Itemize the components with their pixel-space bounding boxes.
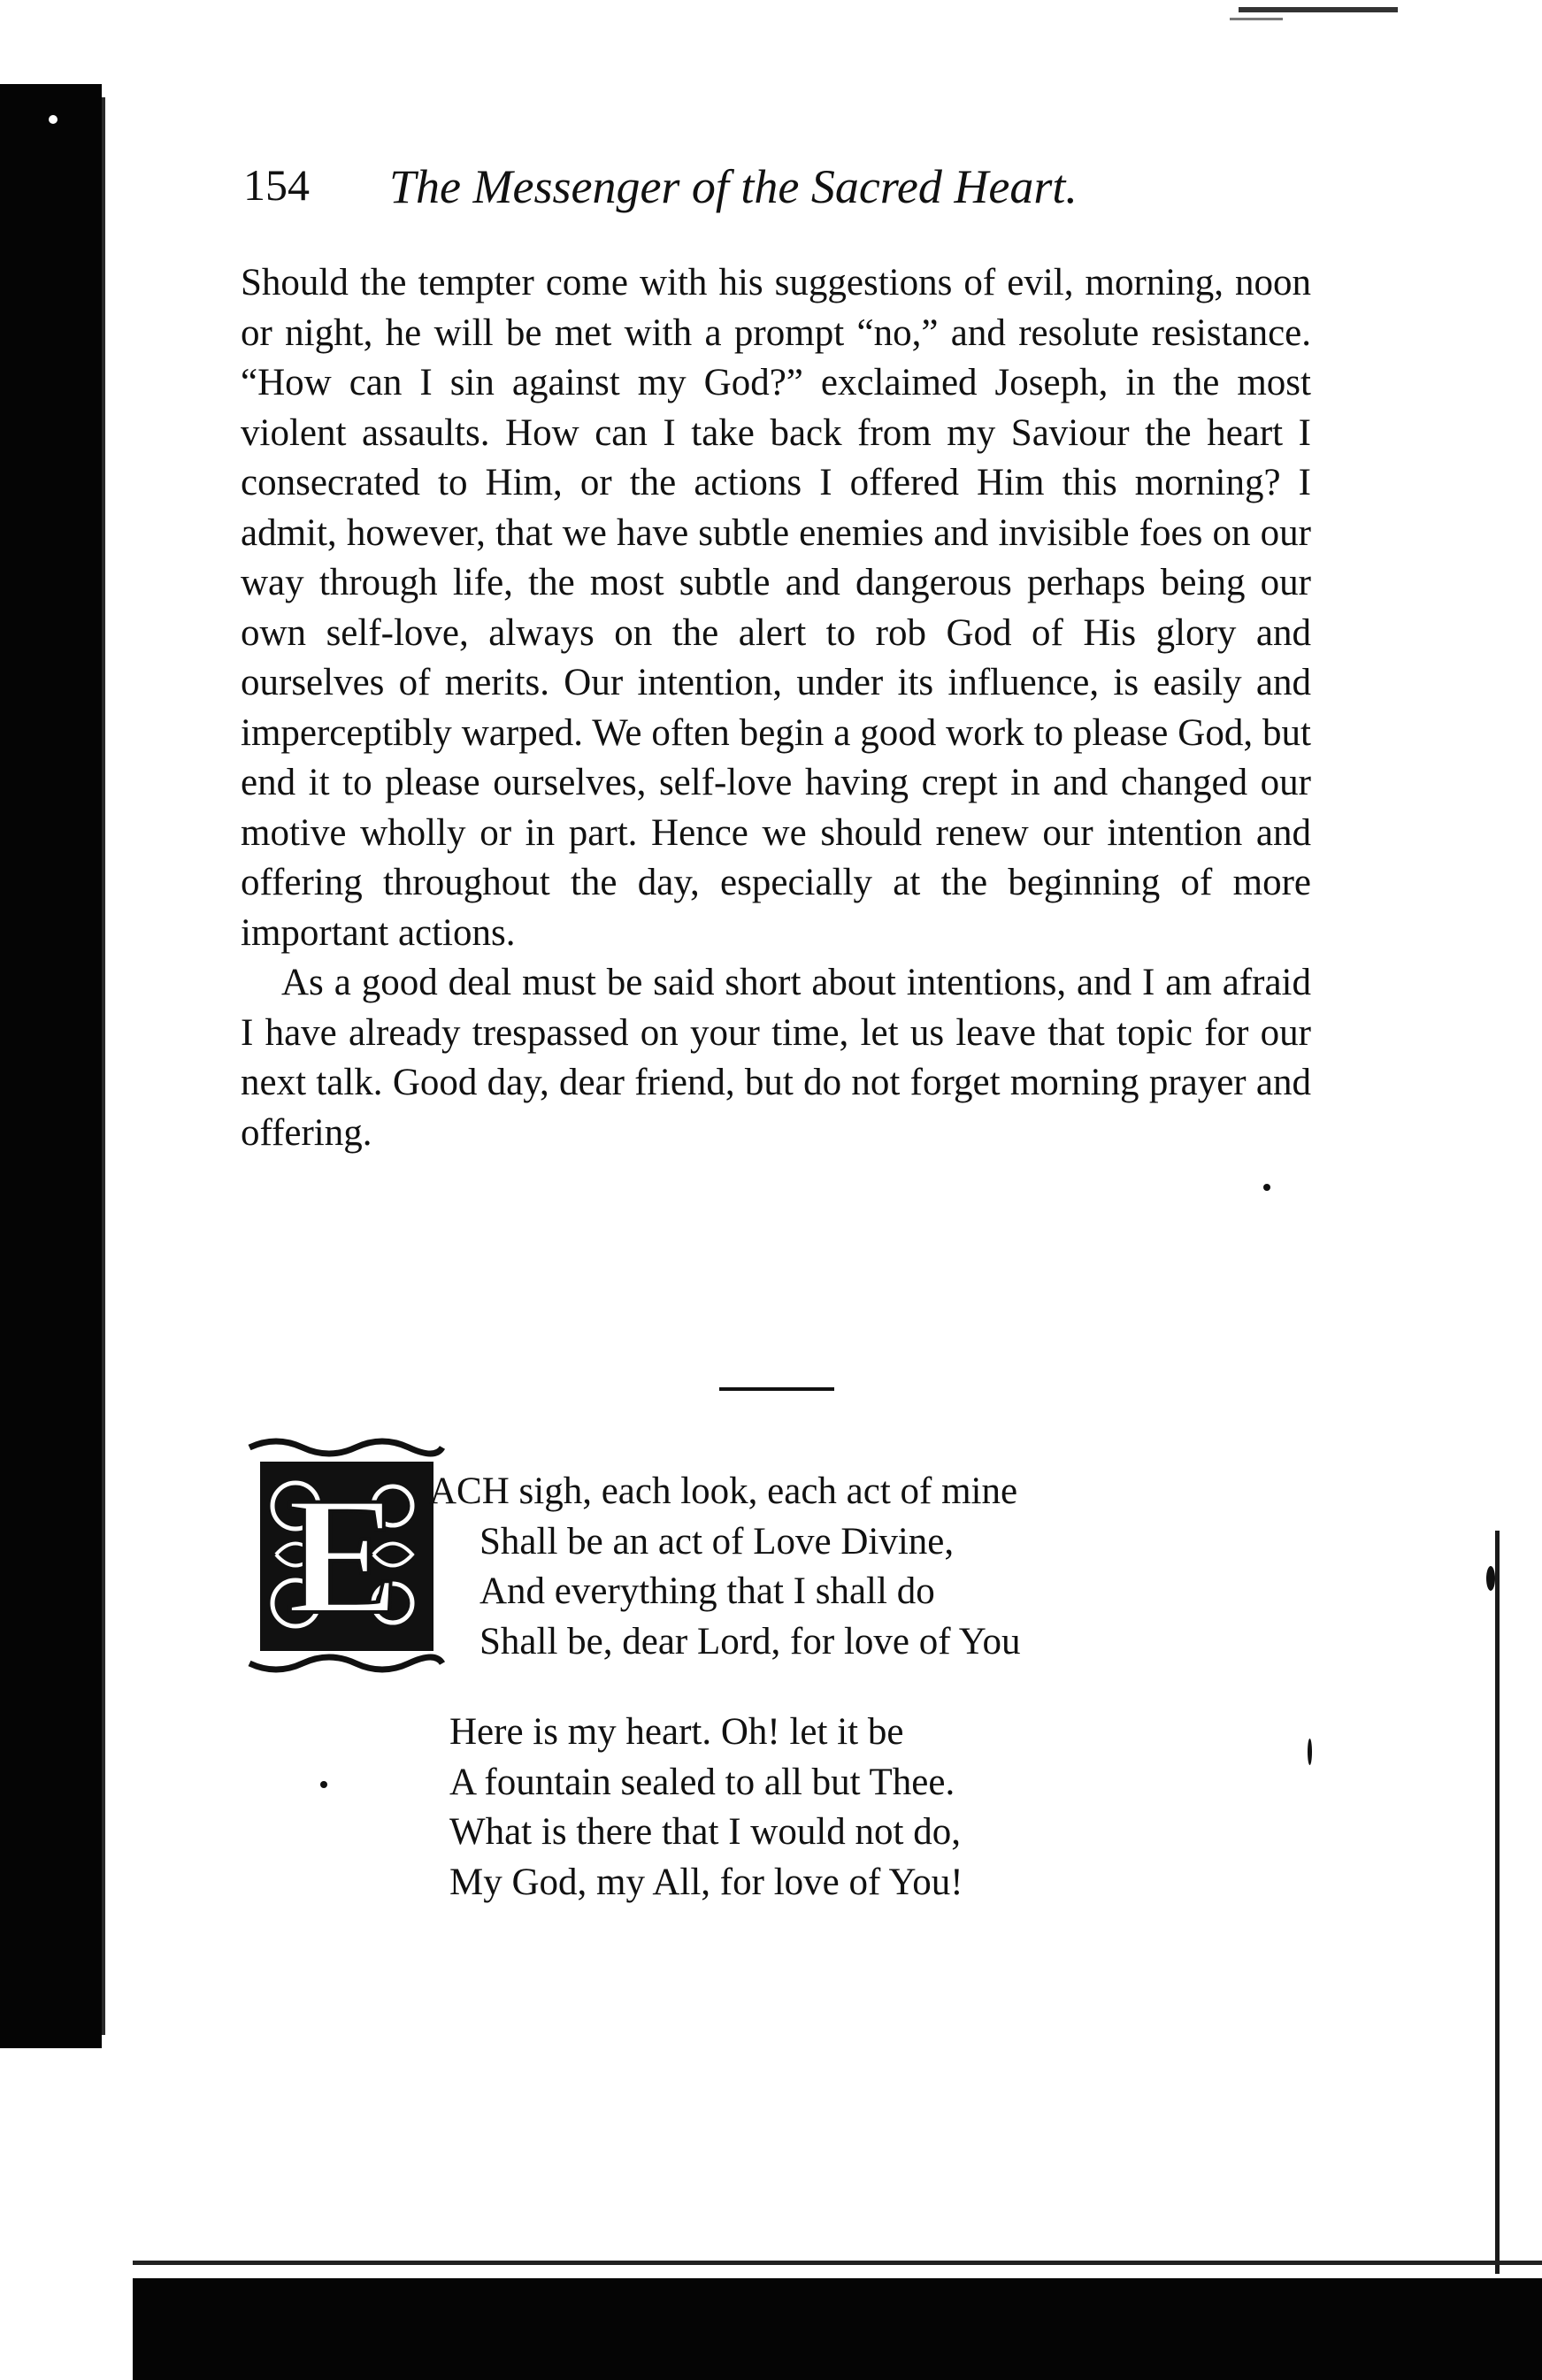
scan-speck [49,115,58,124]
scan-speck [1308,1739,1312,1765]
poem-stanza [449,1708,963,1908]
scan-speck [1263,1184,1270,1191]
page-header [243,159,1305,221]
poem-stanza [429,1467,1020,1667]
body-text [241,258,1311,1158]
poem-line: My God, my All, for love of You! [449,1861,963,1903]
section-divider [719,1387,834,1391]
poem-line: A fountain sealed to all but Thee. [449,1761,955,1803]
poem-line: What is there that I would not do, [449,1811,961,1853]
paragraph: Should the tempter come with his suggestions of evil, morning, noon or night, he will be met with a prompt “no,” and resolute resistance. “How can I sin against my God?” exclaimed Joseph, in the most violent assaults. How can I take back from my Saviour the heart I consecrated to Him, or the actions I offered Him this morning? I admit, however, that we have subtle enemies and invisible foes on our way through life, the most subtle and dangerous perhaps being our own self-love, always on the alert to rob God of His glory and ourselves of merits. Our intention, under its influence, is easily and imperceptibly warped. We often begin a good work to please God, but end it to please ourselves, self-love having crept in and changed our motive wholly or in part. Hence we should renew our intention and offering throughout the day, especially at the beginning of more important actions. [241,262,1311,954]
paragraph: As a good deal must be said short about intentions, and I am afraid I have already trespassed on your time, let us leave that topic for our next talk. Good day, dear friend, but do not forget morning prayer and offering. [241,962,1311,1154]
running-title: The Messenger of the Sacred Heart. [389,160,1078,213]
poem-line: Shall be, dear Lord, for love of You [479,1620,1021,1662]
scan-speck [320,1781,327,1788]
poem-line: Shall be an act of Love Divine, [479,1520,955,1562]
initial-letter: E [287,1463,400,1649]
scan-edge-left-lower [0,1000,18,2044]
poem-line: And everything that I shall do [479,1570,935,1612]
scan-edge-top-mark [1230,18,1283,20]
scan-edge-top [1239,7,1398,12]
page-number: 154 [243,160,310,210]
poem-line: Here is my heart. Oh! let it be [449,1711,904,1753]
scan-speck [1486,1566,1495,1591]
page-bottom-line [133,2261,1542,2265]
poem-line: ACH sigh, each look, each act of mine [429,1470,1018,1512]
scan-edge-right [1495,1531,1500,2274]
scan-edge-bottom [133,2278,1542,2380]
ornamental-initial [241,1435,446,1676]
page-binding-line [102,97,105,2035]
